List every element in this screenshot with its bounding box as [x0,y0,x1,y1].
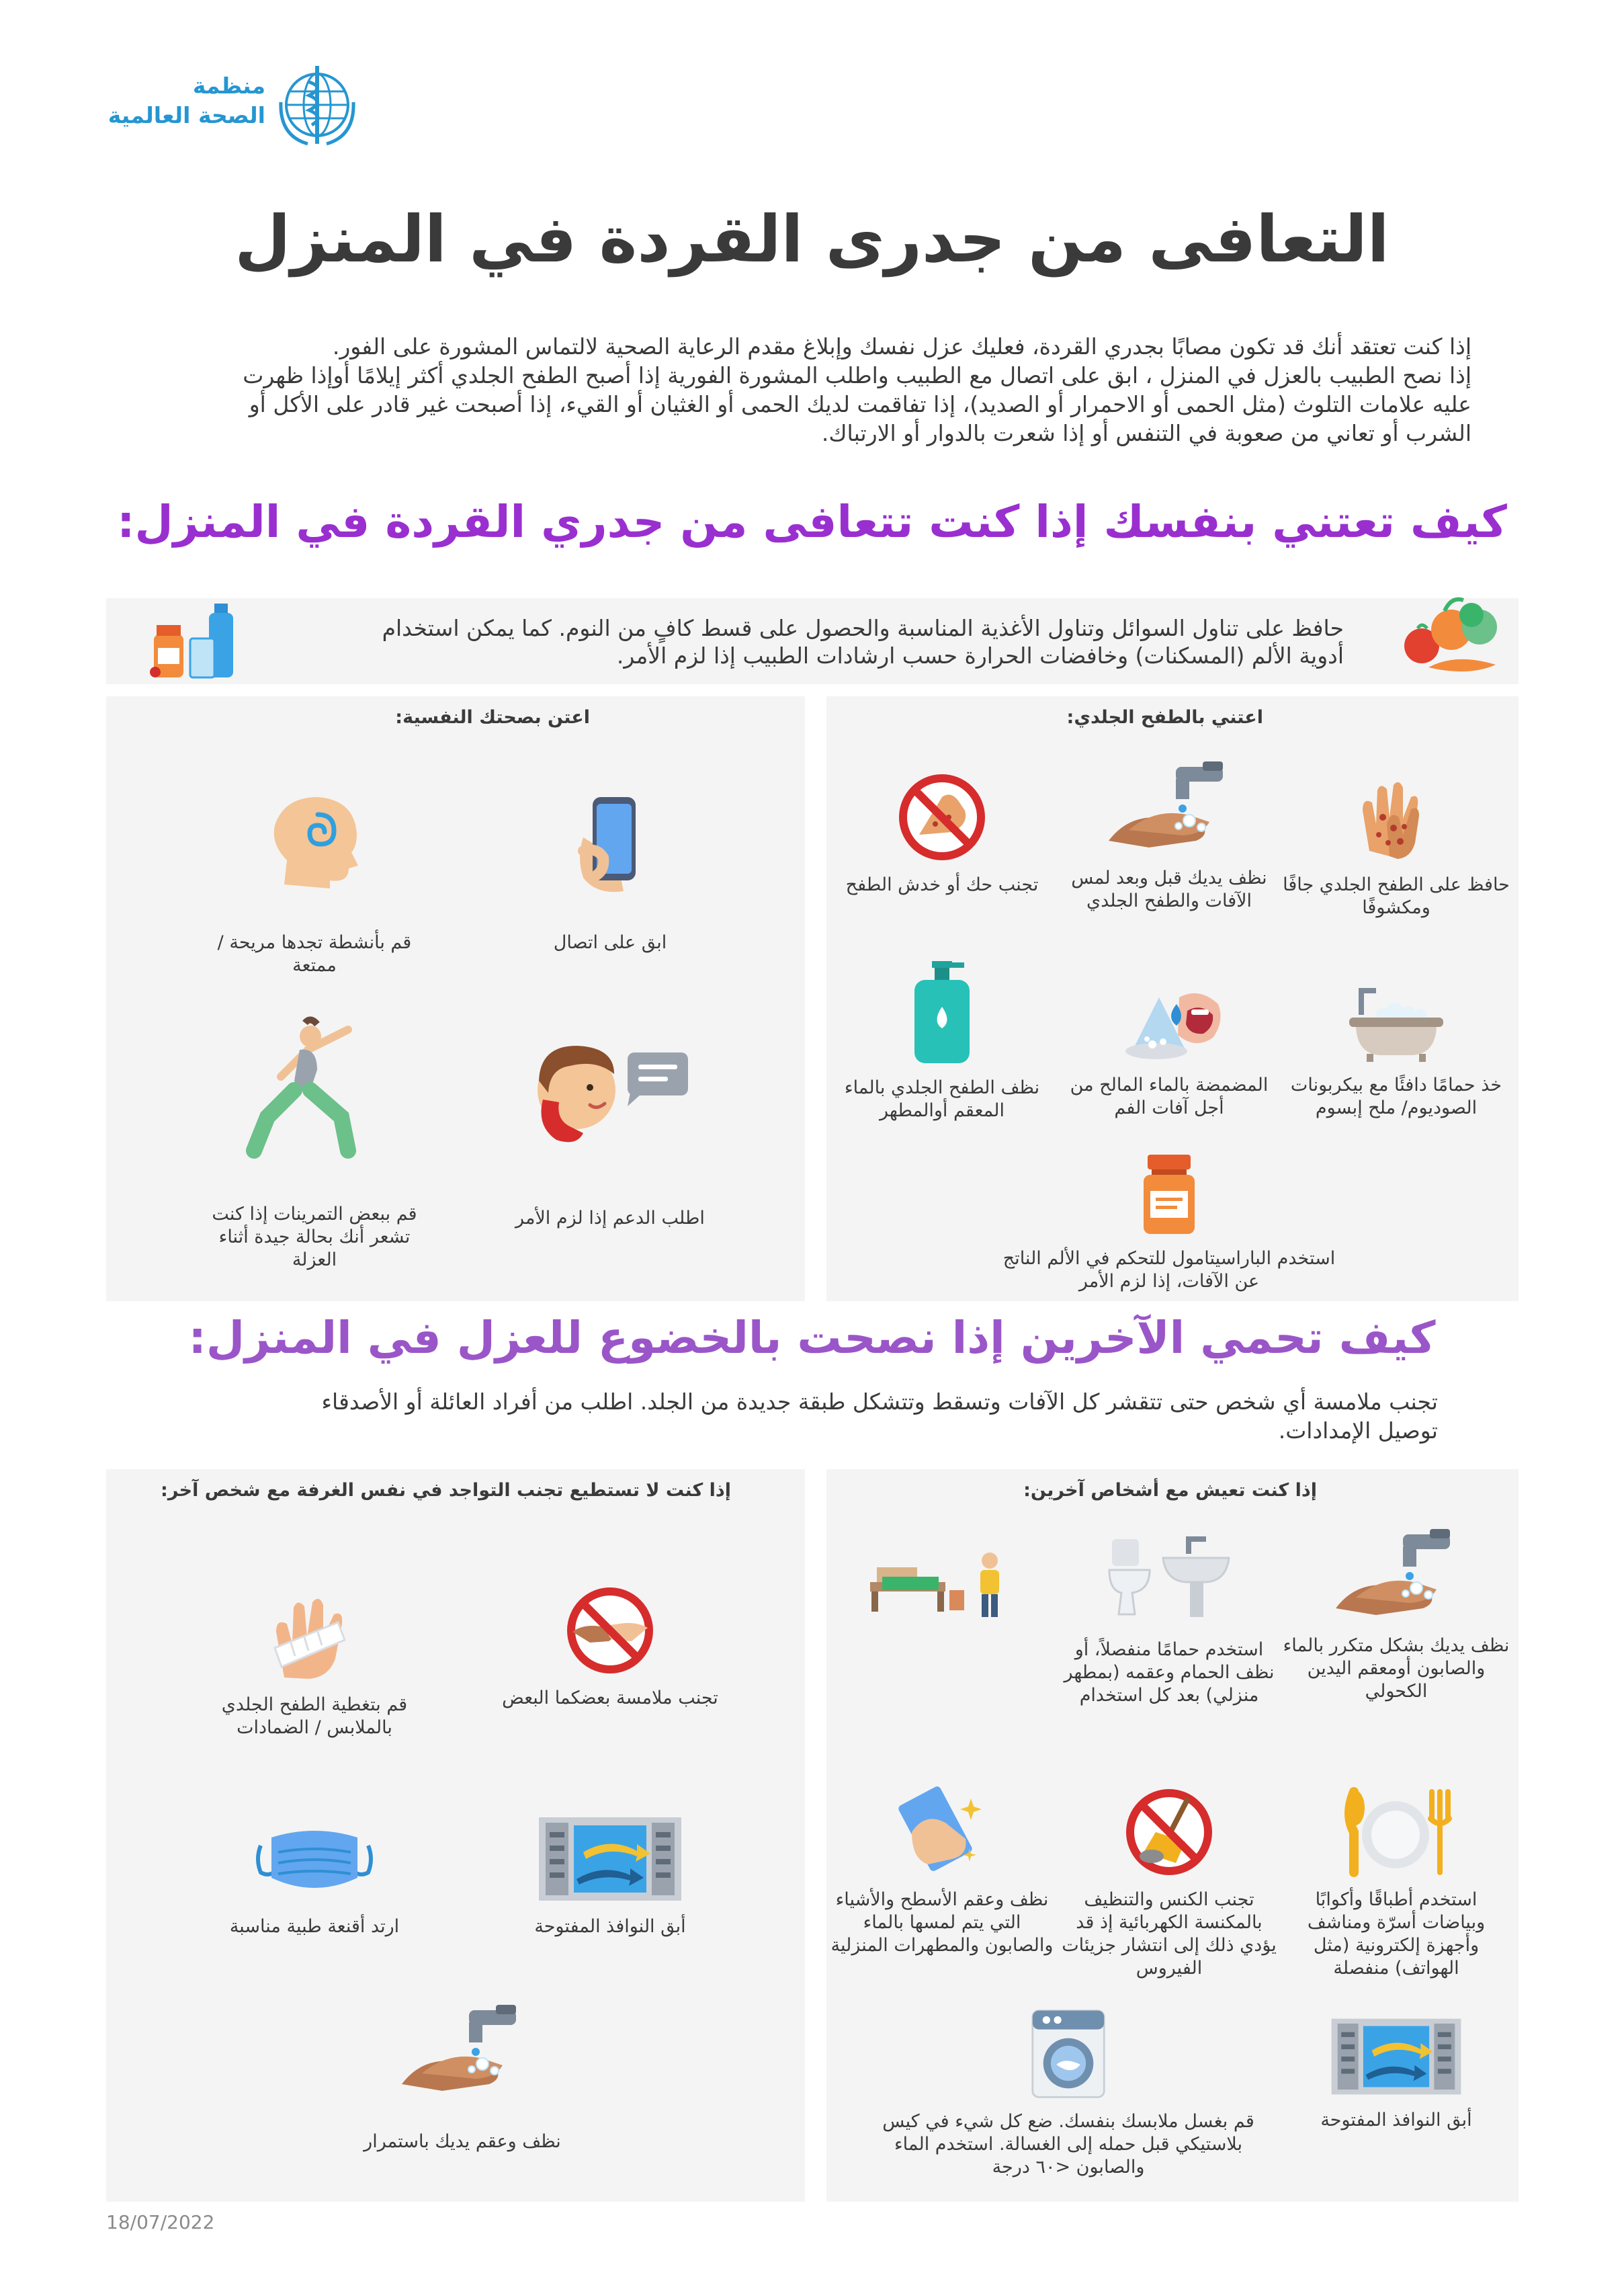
others-item-text: نظف يديك بشكل متكرر بالماء والصابون أومعقم اليدين الكحولي [1283,1635,1510,1702]
logo-text [101,71,265,130]
mental-item [200,1016,429,1272]
skin-item [1282,770,1510,919]
sameroom-item [496,1812,724,1938]
band-line: أدوية الألم (المسكنات) وخافضات الحرارة حسب ارشادات الطبيب إذا لزم الأمر. [616,643,1344,669]
sameroom-item [348,2000,576,2153]
who-emblem-icon [274,62,360,148]
skin-care-panel [826,696,1519,1301]
others-item-text: أبق النوافذ المفتوحة [1320,2110,1472,2131]
section1-heading: كيف تعتني بنفسك إذا كنت تتعافى من جدري القردة في المنزل: [117,496,1507,548]
skin-item [1055,977,1283,1120]
section2-intro [188,1387,1438,1445]
skin-item [1055,757,1283,913]
sameroom-item-text: أبق النوافذ المفتوحة [534,1916,686,1937]
others-item-text: قم بغسل ملابسك بنفسك. ضع كل شيء في كيس بلاستيكي قبل حمله إلى الغسالة. استخدم الماء والصابون <٦٠ درجة [882,2111,1254,2178]
others-item [880,2007,1256,2179]
nutrition-band [106,598,1519,684]
who-logo [101,62,370,149]
logo-line2: الصحة العالمية [108,102,265,128]
publication-date: 18/07/2022 [106,2211,215,2233]
bandaged-hand-icon [264,1583,365,1684]
hand-washing-icon [1329,1524,1463,1625]
washing-machine-icon [1025,2007,1112,2101]
others-item [828,1785,1056,1957]
intro-line: إذا كنت تعتقد أنك قد تكون مصابًا بجدري القردة، فعليك عزل نفسك وإبلاغ مقدم الرعاية الصحية لالتماس المشورة على الفور. [332,333,1471,360]
mental-item-text: ابق على اتصال [553,932,667,953]
exercise-icon [241,1016,388,1164]
vegetables-icon [1402,589,1502,683]
same-room-panel [106,1469,805,2202]
hand-washing-icon [395,2000,529,2101]
mental-item [200,790,429,977]
mental-health-panel [106,696,805,1301]
band-line: حافظ على تناول السوائل وتناول الأغذية المناسبة والحصول على قسط كافٍ من النوم. كما يمكن استخدام [382,615,1344,641]
intro-line: عليه علامات التلوث (مثل الحمى أو الاحمرار أو الصديد)، إذا تفاقمت لديك الحمى أو الغثيان أو القيء، إذا أصبحت غير قادر على الأكل أو [249,391,1471,417]
skin-item-text: حافظ على الطفح الجلدي جافًا ومكشوفًا [1283,874,1510,918]
skin-item [994,1151,1344,1293]
others-item [1282,1524,1510,1703]
section2-intro-line: تجنب ملامسة أي شخص حتى تتقشر كل الآفات وتسقط وتتشكل طبقة جديدة من الجلد. اطلب من أفراد العائلة أو الأصدقاء [321,1389,1438,1415]
others-item [1282,2014,1510,2132]
others-item-text: تجنب الكنس والتنظيف بالمكنسة الكهربائية إذ قد يؤدي ذلك إلى انتشار جزيئات الفيروس [1062,1889,1277,1979]
living-with-others-panel [826,1469,1519,2202]
bathtub-icon [1342,984,1450,1065]
mental-item-text: قم بأنشطة تجدها مريحة / ممتعة [217,932,412,976]
mental-item-text: قم ببعض التمرينات إذا كنت تشعر أنك بحالة جيدة أثناء العزلة [212,1204,417,1270]
section2-heading: كيف تحمي الآخرين إذا نصحت بالخضوع للعزل في المنزل: [188,1312,1436,1364]
sameroom-item [496,1583,724,1710]
panel-title: إذا كنت تعيش مع أشخاص آخرين: [1023,1480,1317,1501]
sameroom-item [200,1819,429,1938]
others-item-text: نظف وعقم الأسطح والأشياء التي يتم لمسها بالماء والصابون والمطهرات المنزلية [830,1889,1054,1956]
panel-title: اعتن بصحتك النفسية: [395,707,590,728]
face-mask-icon [254,1819,375,1899]
others-item [1282,1785,1510,1980]
skin-item-text: خذ حمامًا دافئًا مع بيكربونات الصوديوم/ ملح إبسوم [1290,1075,1502,1118]
water-medicine-icon [146,601,241,681]
band-text [336,614,1344,669]
sameroom-item-text: تجنب ملامسة بعضكما البعض [502,1688,718,1708]
sameroom-item-text: قم بتغطية الطفح الجلدي بالملابس / الضمادات [221,1694,408,1738]
relaxed-mind-icon [264,790,365,891]
hand-washing-icon [1102,757,1236,858]
mental-item-text: اطلب الدعم إذا لزم الأمر [515,1208,705,1229]
support-call-icon [529,1032,691,1147]
panel-title: اعتني بالطفح الجلدي: [1066,707,1263,728]
no-touch-icon [563,1583,657,1678]
others-item-text: استخدم حمامًا منفصلاً، أو نظف الحمام وعقمه (بمطهر منزلي) بعد كل استخدام [1064,1639,1275,1706]
skin-item-text: تجنب حك أو خدش الطفح [845,874,1039,895]
mouth-rinse-icon [1112,977,1226,1065]
skin-item-text: نظف الطفح الجلدي بالماء المعقم أوالمطهر [844,1077,1040,1121]
surface-cleaning-icon [898,1785,986,1879]
logo-line1: منظمة [192,73,265,99]
open-window-icon [1329,2014,1463,2100]
intro-line: الشرب أو تعاني من صعوبة في التنفس أو إذا شعرت بالدوار أو الارتباك. [821,420,1471,446]
intro-line: إذا نصح الطبيب بالعزل في المنزل ، ابق على اتصال مع الطبيب واطلب المشورة الفورية إذا أصبح الطفح الجلدي أكثر إيلامًا أوإذا ظهرت [243,362,1471,388]
open-window-icon [536,1812,684,1906]
others-item [1055,1785,1283,1980]
hands-rash-icon [1349,770,1443,864]
medicine-bottle-icon [1136,1151,1203,1238]
phone-icon [570,790,650,898]
skin-item-text: نظف يديك قبل وبعد لمس الآفات والطفح الجلدي [1071,868,1267,911]
toilet-sink-icon [1105,1534,1233,1621]
separate-room-icon [865,1547,1019,1621]
utensils-icon [1339,1785,1453,1879]
no-sweeping-icon [1122,1785,1216,1879]
skin-item-text: استخدم الباراسيتامول للتحكم في الألم الناتج عن الآفات، إذا لزم الأمر [1002,1248,1336,1292]
no-scratching-icon [895,770,989,864]
page-title: التعافى من جدرى القردة في المنزل [234,202,1390,277]
panel-title: إذا كنت لا تستطيع تجنب التواجد في نفس الغرفة مع شخص آخر: [161,1480,731,1501]
mental-item [496,790,724,954]
sameroom-item-text: نظف وعقم يديك باستمرار [364,2131,561,2152]
mental-item [496,1032,724,1230]
skin-item [828,960,1056,1122]
section2-intro-line: توصيل الإمدادات. [1278,1417,1438,1444]
sameroom-item [200,1583,429,1739]
soap-bottle-icon [905,960,979,1067]
others-item [1055,1534,1283,1707]
others-item [828,1547,1056,1630]
others-item-text: استخدم أطباقًا وأكوابًا وبياضات أسرّة ومناشف وأجهزة إلكترونية (مثل الهواتف) منفصلة [1307,1889,1486,1979]
skin-item [828,770,1056,897]
sameroom-item-text: ارتد أقنعة طبية مناسبة [229,1916,400,1937]
skin-item-text: المضمضة بالماء المالح من أجل آفات الفم [1070,1075,1269,1118]
skin-item [1282,984,1510,1120]
intro-paragraph [155,332,1471,448]
